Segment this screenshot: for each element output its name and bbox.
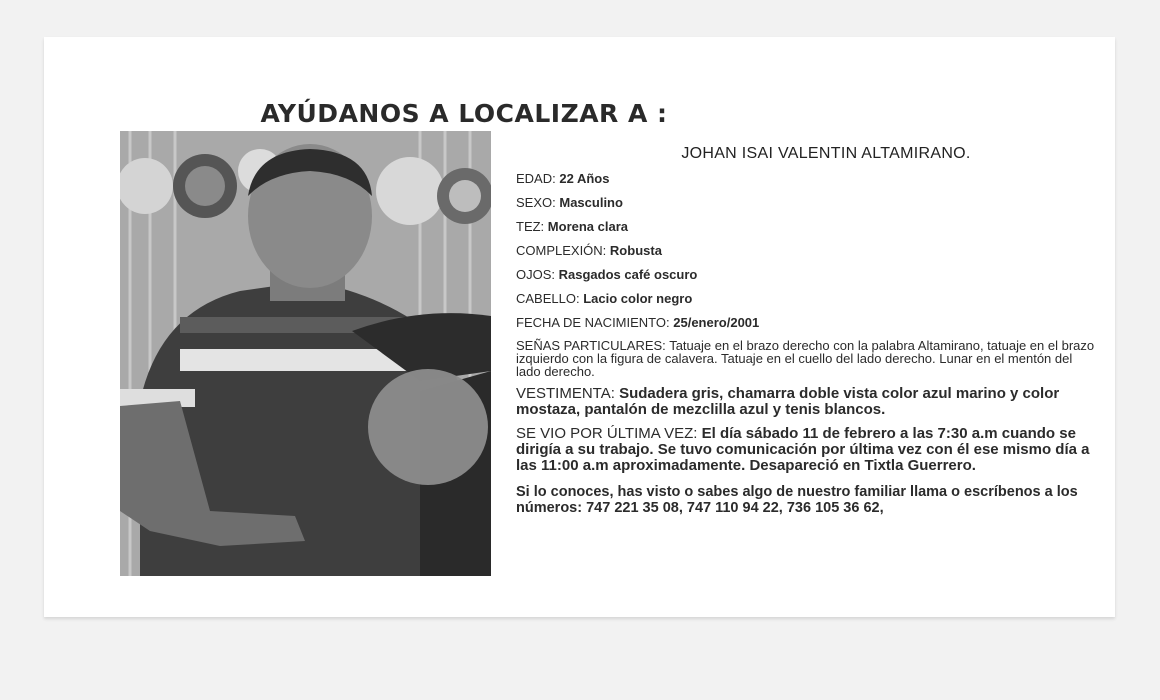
field-value: Lacio color negro [583,291,693,306]
senas-label: SEÑAS PARTICULARES: [516,338,666,353]
field-cabello [516,291,1096,306]
field-sexo [516,195,1096,210]
field-label: OJOS: [516,267,556,282]
field-ojos [516,267,1096,282]
ultima-vez-value: El día sábado 11 de febrero a las 7:30 a.m cuando se dirigía a su trabajo. Se tuvo comunicación por última vez con él ese mismo día a las 11:00 a.m aproximadamente. Desapareció en Tixtla Guerrero. [516,425,1090,474]
field-label: EDAD: [516,171,556,186]
missing-person-poster [44,37,1115,617]
person-info [516,145,1096,524]
field-label: CABELLO: [516,291,580,306]
field-value: Morena clara [547,219,628,234]
contact-info: Si lo conoces, has visto o sabes algo de nuestro familiar llama o escríbenos a los números: 747 221 35 08, 747 110 94 22, 736 105 36 62, [516,484,1078,516]
vestimenta [516,386,1096,418]
field-value: Masculino [559,195,623,210]
person-photo [120,131,491,576]
field-label: FECHA DE NACIMIENTO: [516,315,670,330]
field-fecha-nacimiento [516,315,1096,330]
field-value: Rasgados café oscuro [558,267,698,282]
field-value: 25/enero/2001 [673,315,760,330]
ultima-vez [516,426,1096,474]
field-value: 22 Años [559,171,610,186]
field-value: Robusta [609,243,662,258]
field-complexion [516,243,1096,258]
senas-value: Tatuaje en el brazo derecho con la palabra Altamirano, tatuaje en el brazo izquierdo con la figura de calavera. Tatuaje en el cuello del lado derecho. Lunar en el mentón del lado derecho. [516,338,1095,379]
field-label: SEXO: [516,195,556,210]
person-name: JOHAN ISAI VALENTIN ALTAMIRANO. [681,145,971,162]
vestimenta-label: VESTIMENTA: [516,385,615,402]
ultima-vez-label: SE VIO POR ÚLTIMA VEZ: [516,425,698,442]
field-label: TEZ: [516,219,545,234]
field-tez [516,219,1096,234]
senas-particulares [516,339,1096,378]
field-label: COMPLEXIÓN: [516,243,607,258]
field-edad [516,171,1096,186]
vestimenta-value: Sudadera gris, chamarra doble vista color azul marino y color mostaza, pantalón de mezclilla azul y tenis blancos. [516,385,1060,418]
poster-heading: AYÚDANOS A LOCALIZAR A : [260,99,668,128]
